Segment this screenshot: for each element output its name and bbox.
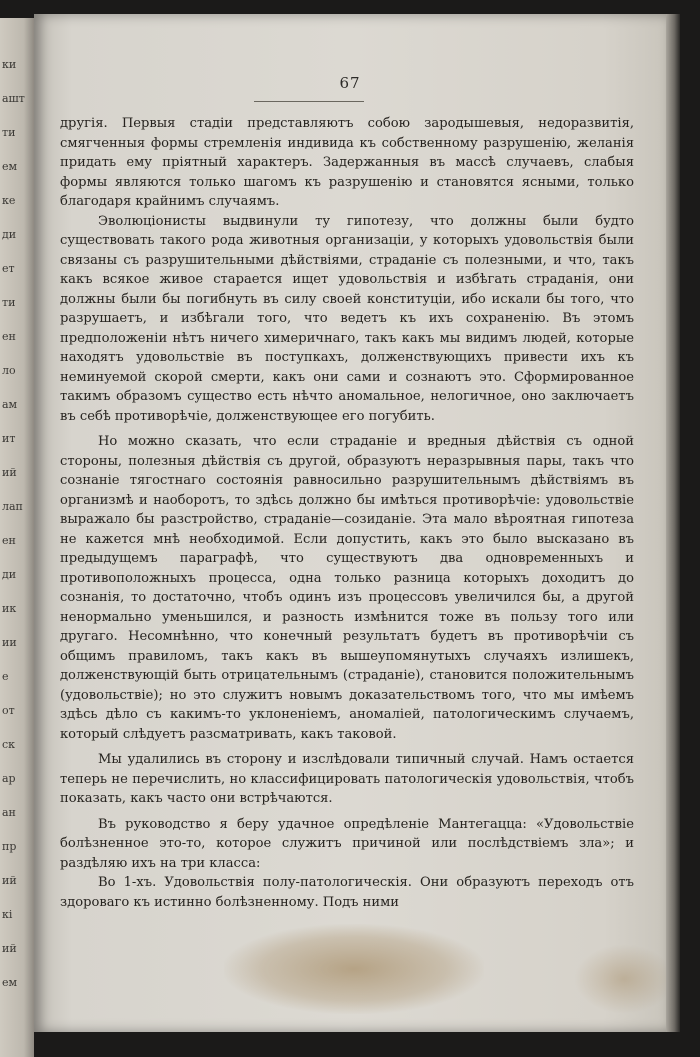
facing-page-fragment: ашт [2, 92, 25, 105]
facing-page-fragment: ий [2, 466, 17, 479]
facing-page-fragment: от [2, 704, 15, 717]
facing-page-fragment: ар [2, 772, 16, 785]
paragraph: другія. Первыя стадіи представляютъ собою зародышевыя, недоразвитія, смягченныя формы стремленія индивида къ собственному разрушенію, желанія придать ему пріятный характеръ. Задержанныя въ массѣ случаевъ, слабыя формы являются только шагомъ къ разрушенію и становятся ясными, только благодаря крайнимъ случаямъ. [60, 116, 634, 209]
facing-page-fragment: ии [2, 636, 17, 649]
paragraph: Мы удалились въ сторону и изслѣдовали типичный случай. Намъ остается теперь не перечислить, но классифицировать патологическія удовольствія, чтобъ показать, какъ часто они встрѣчаются. [60, 752, 634, 806]
facing-page-fragment: ет [2, 262, 15, 275]
facing-page-fragment: ем [2, 160, 18, 173]
facing-page-fragment: ти [2, 126, 16, 139]
page-number: 67 [339, 74, 361, 92]
facing-page-fragment: ем [2, 976, 18, 989]
facing-page-fragment: кі [2, 908, 13, 921]
page-text [60, 114, 634, 912]
paragraph: Эволюціонисты выдвинули ту гипотезу, что должны были будто существовать такого рода животныя организаціи, у которыхъ удовольствія были связаны съ разрушительными дѣйствіями, страданіе съ полезными, и что, такъ какъ всякое живое старается ищет удовольствія и избѣгать страданія, они должны были бы погибнуть въ силу своей конституціи, ибо искали бы того, что разрушаетъ, и избѣгали того, что ведетъ къ ихъ сохраненію. Въ этомъ предположеніи нѣтъ ничего химеричнаго, такъ какъ мы видимъ людей, которые находятъ удовольствіе въ поступкахъ, долженствующихъ привести ихъ къ неминуемой скорой смерти, какъ они сами и сознаютъ это. Сформированное такимъ образомъ существо есть нѣчто аномальное, нелогичное, оно заключаетъ въ себѣ противорѣчіе, долженствующее его погубить. [60, 213, 634, 424]
facing-page-fragment: ди [2, 228, 17, 241]
facing-page-fragment: ам [2, 398, 18, 411]
water-stain [574, 944, 674, 1014]
facing-page-fragment: пр [2, 840, 17, 853]
paragraph: Въ руководство я беру удачное опредѣленіе Мантегацца: «Удовольствіе болѣзненное это-то, которое служитъ причиной или послѣдствіемъ зла»; и раздѣляю ихъ на три класса: [60, 816, 634, 871]
facing-page-fragment: ти [2, 296, 16, 309]
facing-page-fragment: ен [2, 330, 16, 343]
page-number-rule [254, 101, 364, 102]
facing-page-fragment: ит [2, 432, 16, 445]
facing-page-fragment: ан [2, 806, 16, 819]
facing-page-fragment: ло [2, 364, 16, 377]
facing-page-fragment: лап [2, 500, 23, 513]
facing-page-fragment: ди [2, 568, 17, 581]
facing-page-fragment: ий [2, 942, 17, 955]
facing-page-fragment: е [2, 670, 9, 683]
paragraph: Но можно сказать, что если страданіе и вредныя дѣйствія съ одной стороны, полезныя дѣйствія съ другой, образуютъ неразрывныя пары, такъ что сознаніе тягостнаго состоянія равносильно разрушительнымъ дѣйствіямъ въ организмѣ и наоборотъ, то здѣсь должно бы имѣться противорѣчіе: удовольствіе выражало бы разстройство, страданіе—созиданіе. Эта мало вѣроятная гипотеза не кажется мнѣ необходимой. Если допустить, какъ это было высказано въ предыдущемъ параграфѣ, что существуютъ два одновременныхъ и противоположныхъ процесса, одна только разница которыхъ доходитъ до сознанія, то достаточно, чтобъ одинъ изъ процессовъ увеличился бы, а другой ненормально уменьшился, и разность измѣнится тоже въ пользу того или другаго. Несомнѣнно, что конечный результатъ будетъ въ противорѣчіи съ общимъ правиломъ, такъ какъ въ вышеупомянутыхъ случаяхъ излишекъ, долженствующій быть отрицательнымъ (страданіе), становится положительнымъ (удовольствіе); но это служитъ новымъ доказательствомъ того, что мы имѣемъ здѣсь дѣло съ какимъ-то уклоненіемъ, аномаліей, патологическимъ случаемъ, который слѣдуетъ разсматривать, какъ таковой. [60, 434, 634, 742]
page-stack-edge [666, 14, 680, 1032]
facing-page-fragment: ен [2, 534, 16, 547]
water-stain [224, 924, 484, 1014]
book-page [34, 14, 666, 1032]
facing-page-fragment: ск [2, 738, 16, 751]
facing-page-fragment: ки [2, 58, 17, 71]
facing-page-fragment: ке [2, 194, 16, 207]
facing-page-fragment: ий [2, 874, 17, 887]
facing-page-fragment: ик [2, 602, 17, 615]
paragraph: Во 1-хъ. Удовольствія полу-патологическія. Они образуютъ переходъ отъ здороваго къ истинно болѣзненному. Подъ ними [60, 875, 634, 910]
facing-page-edge [0, 18, 34, 1057]
